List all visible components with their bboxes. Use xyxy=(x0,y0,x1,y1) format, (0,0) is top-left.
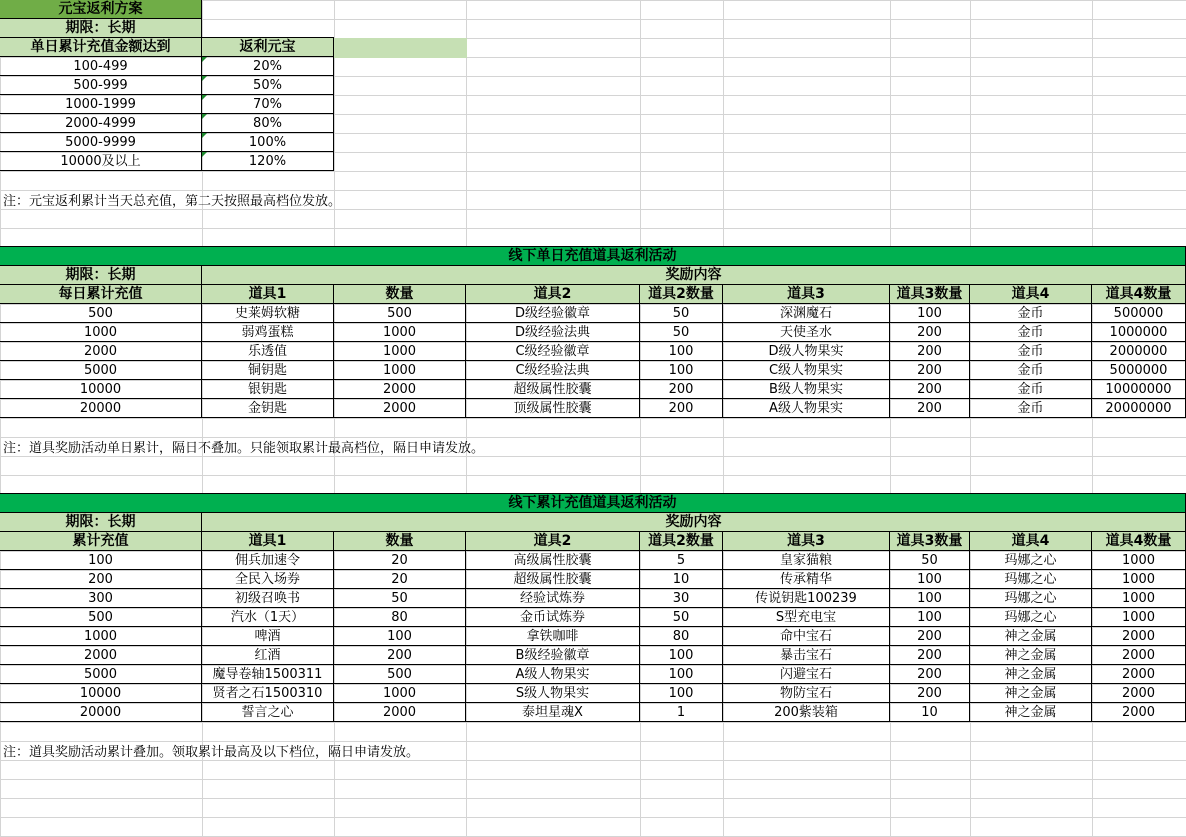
section3-table-cell[interactable]: 1000 xyxy=(0,626,202,646)
section3-table-cell[interactable]: 200 xyxy=(889,683,970,703)
section2-table-cell[interactable]: 500 xyxy=(0,303,202,323)
section1-rebate-cell[interactable]: 80% xyxy=(201,113,334,133)
section3-table-cell[interactable]: 神之金属 xyxy=(969,683,1092,703)
section3-column-header[interactable]: 道具3数量 xyxy=(889,531,970,551)
section3-table-cell[interactable]: 50 xyxy=(639,607,723,627)
note-text: 注：道具奖励活动累计叠加。领取累计最高及以下档位，隔日申请发放。 xyxy=(3,745,420,760)
section2-table-cell[interactable]: 200 xyxy=(889,360,970,380)
section3-column-header[interactable]: 道具2数量 xyxy=(639,531,723,551)
section1-rebate-cell[interactable]: 50% xyxy=(201,75,334,95)
grid-row-line xyxy=(0,760,1186,761)
section2-reward-header[interactable]: 奖励内容 xyxy=(201,265,1186,285)
section3-table-cell[interactable]: A级人物果实 xyxy=(465,664,640,684)
section3-table-cell[interactable]: 1000 xyxy=(1091,550,1186,570)
grid-row-line xyxy=(0,171,1186,172)
section2-column-header[interactable]: 道具4 xyxy=(969,284,1092,304)
section3-table-cell[interactable]: 300 xyxy=(0,588,202,608)
section2-table-cell[interactable]: 铜钥匙 xyxy=(201,360,334,380)
section2-table-cell[interactable]: B级人物果实 xyxy=(722,379,890,399)
section2-column-header[interactable]: 道具3 xyxy=(722,284,890,304)
section3-table-cell[interactable]: 1000 xyxy=(1091,588,1186,608)
section2-table-cell[interactable]: 天使圣水 xyxy=(722,322,890,342)
section1-header-amount[interactable]: 单日累计充值金额达到 xyxy=(0,37,202,57)
section2-table-cell[interactable]: 史莱姆软糖 xyxy=(201,303,334,323)
section3-table-cell[interactable]: 1000 xyxy=(1091,607,1186,627)
section3-table-cell[interactable]: 经验试炼券 xyxy=(465,588,640,608)
section3-column-header[interactable]: 累计充值 xyxy=(0,531,202,551)
section3-table-cell[interactable]: S级人物果实 xyxy=(465,683,640,703)
note-text: 注：元宝返利累计当天总充值，第二天按照最高档位发放。 xyxy=(3,194,342,209)
section3-table-cell[interactable]: 100 xyxy=(0,550,202,570)
section2-table-cell[interactable]: 金币 xyxy=(969,322,1092,342)
section1-tier-cell[interactable]: 5000-9999 xyxy=(0,132,202,152)
section1-tier-cell[interactable]: 10000及以上 xyxy=(0,151,202,171)
section2-table-cell[interactable]: 1000 xyxy=(0,322,202,342)
section3-table-cell[interactable]: 金币试炼券 xyxy=(465,607,640,627)
section3-table-cell[interactable]: 拿铁咖啡 xyxy=(465,626,640,646)
section3-table-cell[interactable]: 物防宝石 xyxy=(722,683,890,703)
section3-table-cell[interactable]: 2000 xyxy=(1091,683,1186,703)
section3-table-cell[interactable]: 玛娜之心 xyxy=(969,550,1092,570)
section3-table-cell[interactable]: 200 xyxy=(333,645,466,665)
section3-table-cell[interactable]: 1000 xyxy=(333,683,466,703)
section2-table-cell[interactable]: A级人物果实 xyxy=(722,398,890,418)
section3-table-cell[interactable]: 闪避宝石 xyxy=(722,664,890,684)
section2-table-cell[interactable]: 200 xyxy=(639,398,723,418)
section1-period[interactable]: 期限：长期 xyxy=(0,18,202,38)
section2-table-cell[interactable]: 超级属性胶囊 xyxy=(465,379,640,399)
section2-table-cell[interactable]: 弱鸡蛋糕 xyxy=(201,322,334,342)
section3-table-cell[interactable]: 2000 xyxy=(1091,645,1186,665)
section3-table-cell[interactable]: 5 xyxy=(639,550,723,570)
section1-title[interactable]: 元宝返利方案 xyxy=(0,0,202,19)
section3-column-header[interactable]: 道具4数量 xyxy=(1091,531,1186,551)
section2-table-cell[interactable]: 1000000 xyxy=(1091,322,1186,342)
grid-row-line xyxy=(0,475,1186,476)
section3-table-cell[interactable]: 神之金属 xyxy=(969,645,1092,665)
section3-table-cell[interactable]: 100 xyxy=(889,569,970,589)
section3-table-cell[interactable]: 命中宝石 xyxy=(722,626,890,646)
section1-rebate-cell[interactable]: 120% xyxy=(201,151,334,171)
section3-table-cell[interactable]: 高级属性胶囊 xyxy=(465,550,640,570)
section2-table-cell[interactable]: 5000000 xyxy=(1091,360,1186,380)
section2-column-header[interactable]: 数量 xyxy=(333,284,466,304)
section2-table-cell[interactable]: D级经验徽章 xyxy=(465,303,640,323)
section3-period[interactable]: 期限：长期 xyxy=(0,512,202,532)
section2-table-cell[interactable]: 深渊魔石 xyxy=(722,303,890,323)
section3-table-cell[interactable]: 汽水（1天） xyxy=(201,607,334,627)
section3-table-cell[interactable]: 5000 xyxy=(0,664,202,684)
section3-table-cell[interactable]: 传说钥匙100239 xyxy=(722,588,890,608)
section3-table-cell[interactable]: 超级属性胶囊 xyxy=(465,569,640,589)
section3-table-cell[interactable]: 10 xyxy=(639,569,723,589)
section3-table-cell[interactable]: 100 xyxy=(639,645,723,665)
section2-table-cell[interactable]: 顶级属性胶囊 xyxy=(465,398,640,418)
section2-table-cell[interactable]: 500 xyxy=(333,303,466,323)
section1-rebate-cell[interactable]: 20% xyxy=(201,56,334,76)
section2-column-header[interactable]: 每日累计充值 xyxy=(0,284,202,304)
section2-table-cell[interactable]: 200 xyxy=(889,341,970,361)
section2-table-cell[interactable]: 1000 xyxy=(333,322,466,342)
grid-row-line xyxy=(0,779,1186,780)
section3-table-cell[interactable]: 玛娜之心 xyxy=(969,607,1092,627)
section3-column-header[interactable]: 数量 xyxy=(333,531,466,551)
section3-table-cell[interactable]: B级经验徽章 xyxy=(465,645,640,665)
section3-table-cell[interactable]: 1 xyxy=(639,702,723,722)
section3-table-cell[interactable]: 神之金属 xyxy=(969,664,1092,684)
section3-table-cell[interactable]: 10 xyxy=(889,702,970,722)
section3-table-cell[interactable]: 魔导卷轴1500311 xyxy=(201,664,334,684)
section3-table-cell[interactable]: 2000 xyxy=(0,645,202,665)
section2-table-cell[interactable]: C级经验法典 xyxy=(465,360,640,380)
section2-table-cell[interactable]: 20000000 xyxy=(1091,398,1186,418)
section1-header-rebate[interactable]: 返利元宝 xyxy=(201,37,334,57)
section1-tier-cell[interactable]: 100-499 xyxy=(0,56,202,76)
section2-table-cell[interactable]: 金币 xyxy=(969,341,1092,361)
grid-row-line xyxy=(0,798,1186,799)
section2-table-cell[interactable]: 2000000 xyxy=(1091,341,1186,361)
grid-row-line xyxy=(0,456,1186,457)
section3-table-cell[interactable]: 100 xyxy=(889,607,970,627)
section1-tier-cell[interactable]: 2000-4999 xyxy=(0,113,202,133)
section2-table-cell[interactable]: 100 xyxy=(639,341,723,361)
section2-table-cell[interactable]: 银钥匙 xyxy=(201,379,334,399)
section2-table-cell[interactable]: 50 xyxy=(639,303,723,323)
section3-table-cell[interactable]: 30 xyxy=(639,588,723,608)
section2-title[interactable]: 线下单日充值道具返利活动 xyxy=(0,246,1186,266)
section3-table-cell[interactable]: 啤酒 xyxy=(201,626,334,646)
section2-column-header[interactable]: 道具2数量 xyxy=(639,284,723,304)
section1-tier-cell[interactable]: 500-999 xyxy=(0,75,202,95)
section3-table-cell[interactable]: 80 xyxy=(333,607,466,627)
section2-table-cell[interactable]: 2000 xyxy=(333,398,466,418)
grid-row-line xyxy=(0,418,1186,419)
section3-table-cell[interactable]: 全民入场券 xyxy=(201,569,334,589)
section2-table-cell[interactable]: 5000 xyxy=(0,360,202,380)
section3-table-cell[interactable]: 20 xyxy=(333,569,466,589)
section3-table-cell[interactable]: 100 xyxy=(639,683,723,703)
section3-table-cell[interactable]: 2000 xyxy=(333,702,466,722)
section2-column-header[interactable]: 道具1 xyxy=(201,284,334,304)
section3-table-cell[interactable]: 200 xyxy=(0,569,202,589)
section2-table-cell[interactable]: 200 xyxy=(889,398,970,418)
section3-column-header[interactable]: 道具4 xyxy=(969,531,1092,551)
section3-table-cell[interactable]: 神之金属 xyxy=(969,626,1092,646)
section2-table-cell[interactable]: 金币 xyxy=(969,379,1092,399)
grid-row-line xyxy=(0,722,1186,723)
section3-table-cell[interactable]: 佣兵加速令 xyxy=(201,550,334,570)
section1-rebate-cell[interactable]: 70% xyxy=(201,94,334,114)
section3-table-cell[interactable]: 200紫装箱 xyxy=(722,702,890,722)
section3-table-cell[interactable]: 50 xyxy=(889,550,970,570)
highlight-cell[interactable] xyxy=(334,38,467,58)
section3-table-cell[interactable]: 200 xyxy=(889,626,970,646)
section2-table-cell[interactable]: 50 xyxy=(639,322,723,342)
note-text: 注：道具奖励活动单日累计，隔日不叠加。只能领取累计最高档位，隔日申请发放。 xyxy=(3,441,485,456)
section3-table-cell[interactable]: 50 xyxy=(333,588,466,608)
section3-table-cell[interactable]: 1000 xyxy=(1091,569,1186,589)
section2-table-cell[interactable]: C级人物果实 xyxy=(722,360,890,380)
section2-table-cell[interactable]: 100 xyxy=(889,303,970,323)
section3-table-cell[interactable]: 500 xyxy=(333,664,466,684)
section2-column-header[interactable]: 道具4数量 xyxy=(1091,284,1186,304)
section3-column-header[interactable]: 道具3 xyxy=(722,531,890,551)
section2-table-cell[interactable]: 1000 xyxy=(333,341,466,361)
section3-table-cell[interactable]: 100 xyxy=(333,626,466,646)
section2-table-cell[interactable]: 金币 xyxy=(969,398,1092,418)
section2-table-cell[interactable]: 100 xyxy=(639,360,723,380)
section3-table-cell[interactable]: 红酒 xyxy=(201,645,334,665)
section3-table-cell[interactable]: 20 xyxy=(333,550,466,570)
section3-reward-header[interactable]: 奖励内容 xyxy=(201,512,1186,532)
section2-column-header[interactable]: 道具2 xyxy=(465,284,640,304)
section3-table-cell[interactable]: 皇家猫粮 xyxy=(722,550,890,570)
section2-table-cell[interactable]: 金钥匙 xyxy=(201,398,334,418)
section1-tier-cell[interactable]: 1000-1999 xyxy=(0,94,202,114)
section2-table-cell[interactable]: 2000 xyxy=(333,379,466,399)
section3-column-header[interactable]: 道具2 xyxy=(465,531,640,551)
section3-table-cell[interactable]: 10000 xyxy=(0,683,202,703)
section3-table-cell[interactable]: 泰坦星魂X xyxy=(465,702,640,722)
section2-table-cell[interactable]: 20000 xyxy=(0,398,202,418)
section3-table-cell[interactable]: 贤者之石1500310 xyxy=(201,683,334,703)
section2-table-cell[interactable]: 金币 xyxy=(969,303,1092,323)
grid-row-line xyxy=(0,228,1186,229)
section3-table-cell[interactable]: 100 xyxy=(889,588,970,608)
section2-table-cell[interactable]: 500000 xyxy=(1091,303,1186,323)
section3-table-cell[interactable]: S型充电宝 xyxy=(722,607,890,627)
section2-table-cell[interactable]: 金币 xyxy=(969,360,1092,380)
section3-table-cell[interactable]: 传承精华 xyxy=(722,569,890,589)
section3-table-cell[interactable]: 玛娜之心 xyxy=(969,569,1092,589)
section3-table-cell[interactable]: 玛娜之心 xyxy=(969,588,1092,608)
section3-table-cell[interactable]: 200 xyxy=(889,645,970,665)
section2-table-cell[interactable]: 200 xyxy=(639,379,723,399)
section3-table-cell[interactable]: 2000 xyxy=(1091,626,1186,646)
section2-table-cell[interactable]: 2000 xyxy=(0,341,202,361)
section3-table-cell[interactable]: 100 xyxy=(639,664,723,684)
section2-column-header[interactable]: 道具3数量 xyxy=(889,284,970,304)
section3-table-cell[interactable]: 2000 xyxy=(1091,664,1186,684)
section3-table-cell[interactable]: 20000 xyxy=(0,702,202,722)
section3-table-cell[interactable]: 神之金属 xyxy=(969,702,1092,722)
section3-table-cell[interactable]: 暴击宝石 xyxy=(722,645,890,665)
section3-table-cell[interactable]: 2000 xyxy=(1091,702,1186,722)
grid-row-line xyxy=(0,209,1186,210)
section2-table-cell[interactable]: 乐透值 xyxy=(201,341,334,361)
section3-table-cell[interactable]: 500 xyxy=(0,607,202,627)
section2-table-cell[interactable]: 10000 xyxy=(0,379,202,399)
section2-table-cell[interactable]: 1000 xyxy=(333,360,466,380)
section2-table-cell[interactable]: C级经验徽章 xyxy=(465,341,640,361)
section3-title[interactable]: 线下累计充值道具返利活动 xyxy=(0,493,1186,513)
section3-table-cell[interactable]: 誓言之心 xyxy=(201,702,334,722)
section2-table-cell[interactable]: 200 xyxy=(889,322,970,342)
section3-table-cell[interactable]: 初级召唤书 xyxy=(201,588,334,608)
section2-table-cell[interactable]: D级人物果实 xyxy=(722,341,890,361)
section2-table-cell[interactable]: 10000000 xyxy=(1091,379,1186,399)
section3-table-cell[interactable]: 80 xyxy=(639,626,723,646)
section3-table-cell[interactable]: 200 xyxy=(889,664,970,684)
section1-rebate-cell[interactable]: 100% xyxy=(201,132,334,152)
section2-table-cell[interactable]: D级经验法典 xyxy=(465,322,640,342)
grid-row-line xyxy=(0,817,1186,818)
section2-period[interactable]: 期限：长期 xyxy=(0,265,202,285)
section2-table-cell[interactable]: 200 xyxy=(889,379,970,399)
section3-column-header[interactable]: 道具1 xyxy=(201,531,334,551)
